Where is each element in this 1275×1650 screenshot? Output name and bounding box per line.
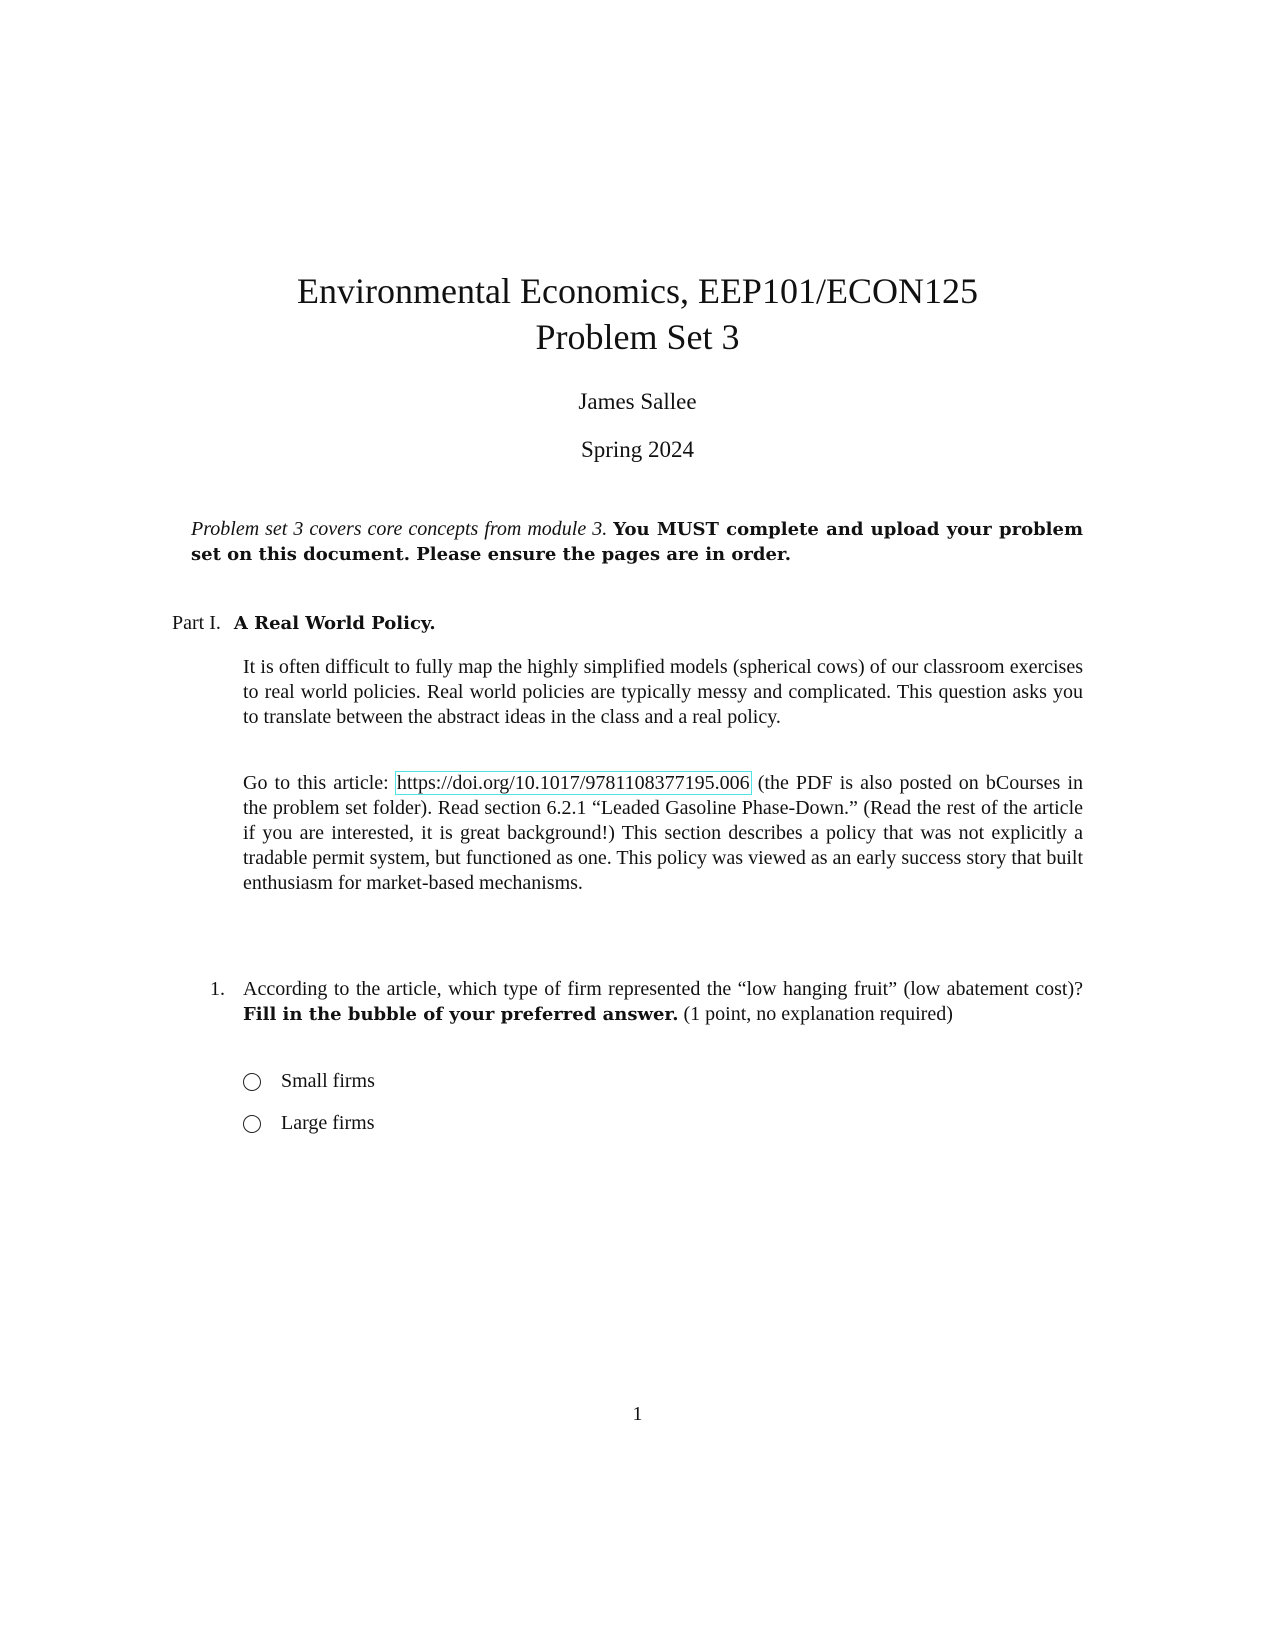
article-link[interactable]: https://doi.org/10.1017/9781108377195.006 — [396, 772, 750, 794]
question-instruction: Fill in the bubble of your preferred answer. — [243, 1004, 679, 1025]
part-paragraph-2 — [243, 771, 1083, 896]
question-number: 1. — [210, 978, 225, 1000]
question-text — [243, 977, 1083, 1027]
radio-bubble-icon[interactable] — [243, 1115, 261, 1133]
part-paragraph-1: It is often difficult to fully map the highly simplified models (spherical cows) of our classroom exercises to real world policies. Real world policies are typically messy and complicated. This question asks you to translate between the abstract ideas in the class and a real policy. — [243, 656, 1083, 728]
paragraph-2-lead: Go to this article: — [243, 772, 396, 794]
intro-italic-text: Problem set 3 covers core concepts from module 3. — [191, 518, 608, 540]
document-title: Environmental Economics, EEP101/ECON125 — [297, 271, 978, 311]
part-title: A Real World Policy. — [233, 613, 436, 634]
question-text-lead: According to the article, which type of firm represented the “low hanging fruit” (low abatement cost)? — [243, 978, 1083, 1000]
intro-paragraph — [191, 517, 1083, 567]
radio-bubble-icon[interactable] — [243, 1073, 261, 1091]
option-label: Small firms — [281, 1070, 375, 1092]
author-name: James Sallee — [578, 389, 697, 414]
option-label: Large firms — [281, 1112, 375, 1134]
title-block — [0, 268, 1275, 360]
intro-bold-text: You MUST complete and upload your problem set on this document. Please ensure the pages are in order. — [191, 519, 1084, 565]
part-heading — [172, 612, 436, 635]
document-subtitle: Problem Set 3 — [535, 317, 740, 357]
question-text-tail: (1 point, no explanation required) — [678, 1003, 953, 1025]
page-number: 1 — [632, 1403, 643, 1425]
option-small-firms[interactable] — [243, 1070, 375, 1093]
question-1 — [210, 977, 1083, 1027]
document-date: Spring 2024 — [580, 437, 695, 462]
option-large-firms[interactable] — [243, 1112, 375, 1135]
part-label: Part I. — [172, 612, 221, 634]
paragraph-2-rest: (the PDF is also posted on bCourses in the problem set folder). Read section 6.2.1 “Leaded Gasoline Phase-Down.” (Read the rest of the article if you are interested, it is great background!) This section describes a policy that was not explicitly a tradable permit system, but functioned as one. This policy was viewed as an early success story that built enthusiasm for market-based mechanisms. — [243, 772, 1083, 894]
